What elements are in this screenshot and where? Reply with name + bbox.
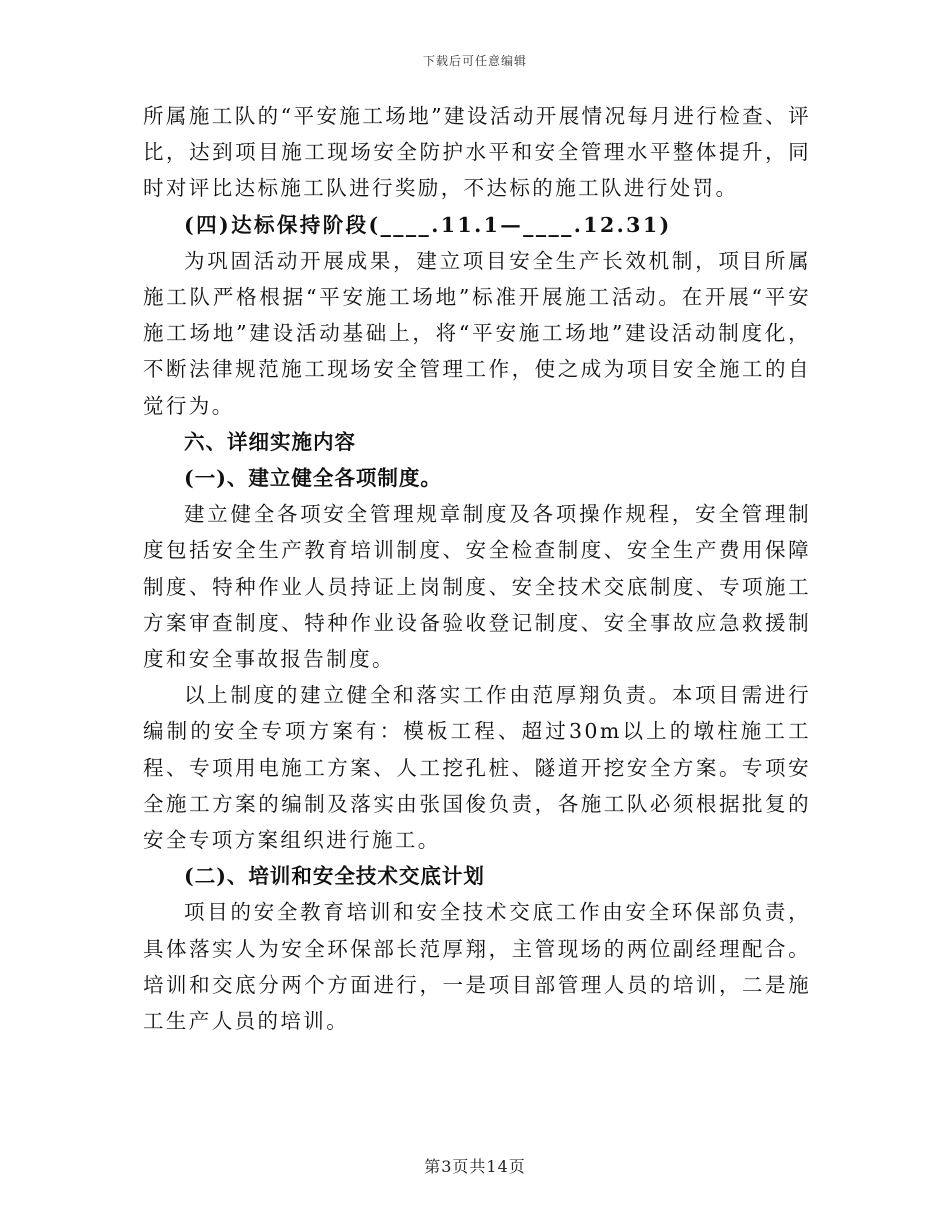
document-body [143, 98, 811, 1039]
paragraph-inspection: 所属施工队的“平安施工场地”建设活动开展情况每月进行检查、评比，达到项目施工现场安全防护水平和安全管理水平整体提升，同时对评比达标施工队进行奖励，不达标的施工队进行处罚。 [143, 104, 811, 201]
heading-section-6: 六、详细实施内容 [184, 429, 356, 454]
paragraph-responsibility: 以上制度的建立健全和落实工作由范厚翔负责。本项目需进行编制的安全专项方案有：模板工程、超过30m以上的墩柱施工工程、专项用电施工方案、人工挖孔桩、隧道开挖安全方案。专项安全施工方案的编制及落实由张国俊负责，各施工队必须根据批复的安全专项方案组织进行施工。 [143, 683, 811, 853]
heading-subsection-2: (二)、培训和安全技术交底计划 [184, 864, 485, 889]
header-note: 下载后可任意编辑 [422, 54, 527, 68]
paragraph-training: 项目的安全教育培训和安全技术交底工作由安全环保部负责，具体落实人为安全环保部长范厚翔，主管现场的两位副经理配合。培训和交底分两个方面进行，一是项目部管理人员的培训，二是施工生产人员的培训。 [143, 900, 811, 1034]
page-number: 第3页共14页 [424, 1157, 526, 1176]
paragraph-consolidation: 为巩固活动开展成果，建立项目安全生产长效机制，项目所属施工队严格根据“平安施工场地”标准开展施工活动。在开展“平安施工场地”建设活动基础上，将“平安施工场地”建设活动制度化，不断法律规范施工现场安全管理工作，使之成为项目安全施工的自觉行为。 [143, 248, 811, 418]
paragraph-regulations: 建立健全各项安全管理规章制度及各项操作规程，安全管理制度包括安全生产教育培训制度、安全检查制度、安全生产费用保障制度、特种作业人员持证上岗制度、安全技术交底制度、专项施工方案审查制度、特种作业设备验收登记制度、安全事故应急救援制度和安全事故报告制度。 [143, 502, 811, 672]
heading-stage-4: (四)达标保持阶段(____.11.1—____.12.31) [184, 212, 672, 237]
heading-subsection-1: (一)、建立健全各项制度。 [184, 466, 442, 491]
